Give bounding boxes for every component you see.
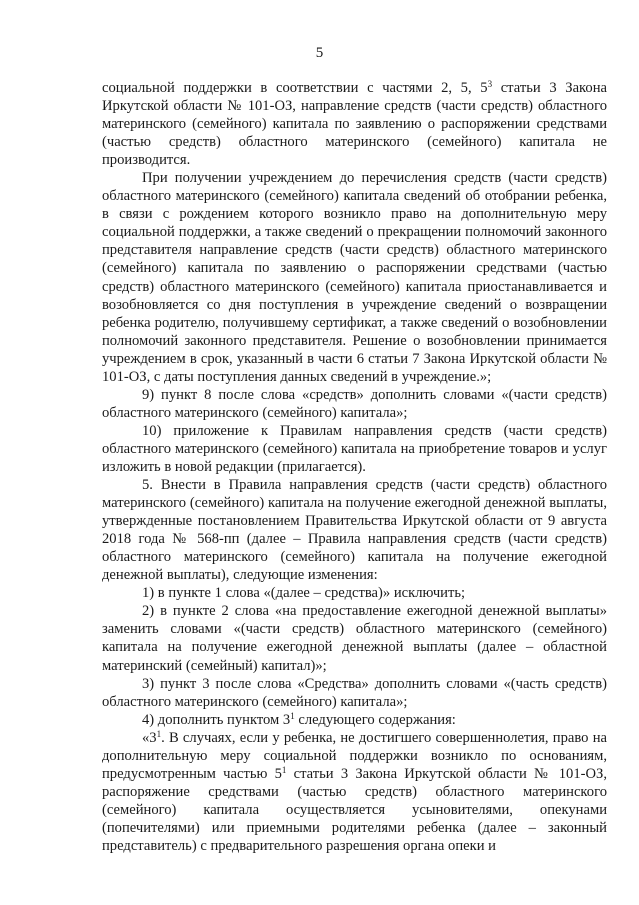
paragraph-7: 2) в пункте 2 слова «на предоставление ежегодной денежной выплаты» заменить словами «(части средств) областного материнского (семейного) капитала на получение ежегодной денежной выплаты (далее – областной материнский (семейный) капитал)»;	[102, 603, 607, 674]
page-number: 5	[315, 45, 324, 61]
paragraph-9: 4) дополнить пунктом $3^1$ следующего содержания:	[142, 710, 456, 728]
document-body	[102, 79, 607, 855]
paragraph-5: 5. Внести в Правила направления средств (части средств) областного материнского (семейного) капитала на получение ежегодной денежной выплаты, утвержденные постановлением Правительства Иркутской области от 9 августа 2018 года № 568-пп (далее – Правила направления средств (части средств) областного материнского (семейного) капитала на получение ежегодной денежной выплаты), следующие изменения:	[102, 477, 607, 584]
paragraph-1: социальной поддержки в соответствии с частями 2, 5, $5^3$ статьи 3 Закона Иркутской области № 101-ОЗ, направление средств (части средств) областного материнского (семейного) капитала по заявлению о распоряжении средствами (частью средств) областного материнского (семейного) капитала не производится.	[102, 79, 607, 169]
paragraph-6: 1) в пункте 1 слова «(далее – средства)» исключить;	[142, 585, 466, 602]
paragraph-4: 10) приложение к Правилам направления средств (части средств) областного материнского (семейного) капитала на приобретение товаров и услуг изложить в новой редакции (прилагается).	[102, 422, 607, 475]
paragraph-2: При получении учреждением до перечисления средств (части средств) областного материнского (семейного) капитала сведений об отобрании ребенка, в связи с рождением которого возникло право на дополнительную меру социальной поддержки, а также сведений о прекращении полномочий законного представителя направление средств (части средств) областного материнского (семейного) капитала по заявлению о распоряжении средствами (частью средств) областного материнского (семейного) капитала приостанавливается и возобновляется со дня поступления в учреждение сведений о возвращении ребенка родителю, получившему сертификат, а также сведений о возобновлении полномочий законного представителя. Решение о возобновлении принимается учреждением в срок, указанный в части 6 статьи 7 Закона Иркутской области № 101-ОЗ, с даты поступления данных сведений в учреждение.»;	[102, 170, 607, 385]
paragraph-8: 3) пункт 3 после слова «Средства» дополнить словами «(часть средств) областного материнского (семейного) капитала»;	[102, 675, 607, 710]
paragraph-10: «$3^1$. В случаях, если у ребенка, не достигшего совершеннолетия, право на дополнительную меру социальной поддержки возникло по основаниям, предусмотренным частью $5^1$ статьи 3 Закона Иркутской области № 101-ОЗ, распоряжение средствами (частью средств) областного материнского (семейного) капитала осуществляется усыновителями, опекунами (попечителями) или приемными родителями ребенка (далее – законный представитель) с предварительного разрешения органа опеки и	[102, 728, 608, 854]
paragraph-3: 9) пункт 8 после слова «средств» дополнить словами «(части средств) областного материнского (семейного) капитала»;	[102, 386, 607, 421]
